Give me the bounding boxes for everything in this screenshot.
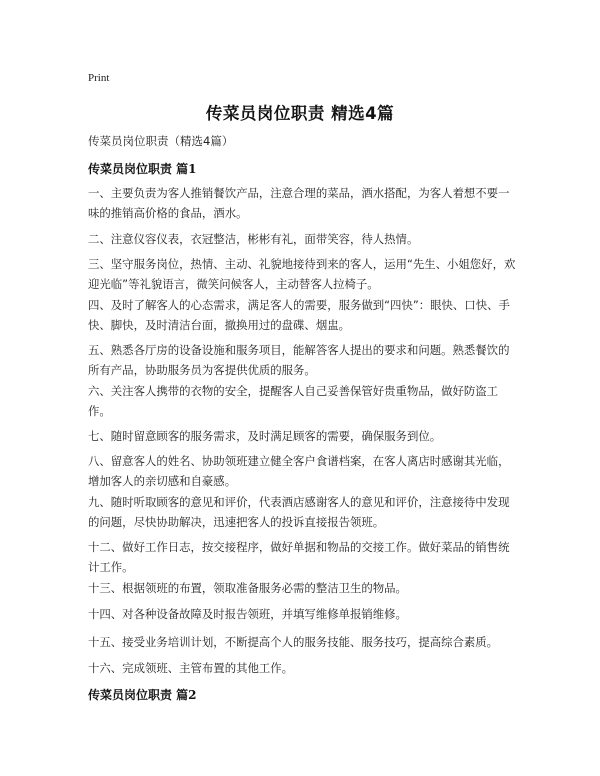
paragraph: 十五、接受业务培训计划，不断提高个人的服务技能、服务技巧，提高综合素质。 [88, 635, 499, 649]
paragraph: 六、关注客人携带的衣物的安全，提醒客人自己妥善保管好贵重物品，做好防盗工作。 [88, 384, 499, 418]
section-heading: 传菜员岗位职责 篇1 [88, 162, 197, 176]
paragraph: 十四、对各种设备故障及时报告领班，并填写维修单报销维修。 [88, 607, 407, 621]
paragraph: 十二、做好工作日志，按交接程序，做好单据和物品的交接工作。做好菜品的销售统计工作。 [88, 540, 510, 574]
document-subtitle: 传菜员岗位职责（精选4篇） [88, 134, 234, 148]
paragraph: 一、主要负责为客人推销餐饮产品，注意合理的菜品，酒水搭配，为客人着想不要一味的推销高价格的食品，酒水。 [88, 186, 510, 220]
paragraph: 七、随时留意顾客的服务需求，及时满足顾客的需要，确保服务到位。 [88, 429, 442, 443]
print-label: Print [88, 72, 110, 84]
paragraph: 四、及时了解客人的心态需求，满足客人的需要，服务做到“四快”：眼快、口快、手快、脚快，及时清洁台面，撤换用过的盘碟、烟盅。 [88, 298, 510, 332]
paragraph: 三、坚守服务岗位，热情、主动、礼貌地接待到来的客人，运用“先生、小姐您好，欢迎光临”等礼貌语言，微笑问候客人，主动替客人拉椅子。 [88, 257, 516, 291]
paragraph: 十三、根据领班的布置，领取准备服务必需的整洁卫生的物品。 [88, 581, 407, 595]
document-title: 传菜员岗位职责 精选4篇 [205, 104, 395, 123]
paragraph: 八、留意客人的姓名、协助领班建立健全客户食谱档案，在客人离店时感谢其光临，增加客人的亲切感和自豪感。 [88, 454, 510, 488]
section-heading: 传菜员岗位职责 篇2 [88, 688, 197, 702]
paragraph: 五、熟悉各厅房的设备设施和服务项目，能解答客人提出的要求和问题。熟悉餐饮的所有产品，协助服务员为客提供优质的服务。 [88, 343, 510, 377]
paragraph: 十六、完成领班、主管布置的其他工作。 [88, 661, 294, 675]
paragraph: 二、注意仪容仪表，衣冠整洁，彬彬有礼，面带笑容，待人热情。 [88, 232, 419, 246]
paragraph: 九、随时听取顾客的意见和评价，代表酒店感谢客人的意见和评价，注意接待中发现的问题，尽快协助解决，迅速把客人的投诉直接报告领班。 [88, 495, 510, 529]
